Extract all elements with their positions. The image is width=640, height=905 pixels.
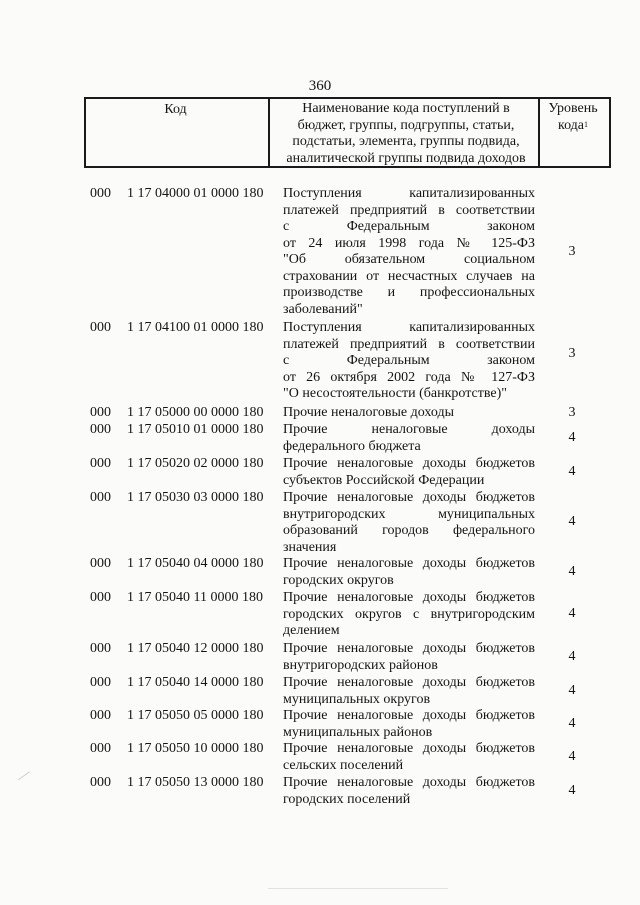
admin-code: 000 <box>90 320 111 335</box>
code-level: 4 <box>568 606 576 621</box>
admin-code: 000 <box>90 741 111 756</box>
income-name-line: от 24 июля 1998 года № 125-ФЗ <box>283 235 535 251</box>
header-left-border <box>84 97 86 168</box>
income-name <box>283 320 535 403</box>
income-name-line: муниципальных округов <box>283 691 431 707</box>
income-name-line: заболеваний" <box>283 301 363 317</box>
header-code: Код <box>164 102 187 117</box>
header-name-line: аналитической группы подвида доходов <box>286 150 526 166</box>
income-code: 1 17 05050 05 0000 180 <box>127 708 264 723</box>
admin-code: 000 <box>90 775 111 790</box>
income-name <box>283 741 535 774</box>
income-name-line: городских поселений <box>283 791 411 807</box>
code-level: 3 <box>568 346 576 361</box>
income-name <box>283 590 535 640</box>
income-name-line: внутригородских муниципальных <box>283 506 535 522</box>
admin-code: 000 <box>90 641 111 656</box>
income-name <box>283 422 535 455</box>
header-name-line: бюджет, группы, подгруппы, статьи, <box>297 117 515 133</box>
income-name-line: субъектов Российской Федерации <box>283 472 485 488</box>
admin-code: 000 <box>90 675 111 690</box>
header-level-line <box>538 118 608 135</box>
income-code: 1 17 05040 11 0000 180 <box>127 590 263 605</box>
income-name-line: внутригородских районов <box>283 657 438 673</box>
income-name-line: страховании от несчастных случаев на <box>283 268 535 284</box>
code-level: 4 <box>568 649 576 664</box>
income-name-line: с Федеральным законом <box>283 353 535 368</box>
code-level: 4 <box>568 783 576 798</box>
header-top-border <box>84 97 611 99</box>
income-name <box>283 186 535 318</box>
code-level: 4 <box>568 749 576 764</box>
income-name-line: платежей предприятий в соответствии <box>283 336 535 352</box>
header-level-line: Уровень <box>548 101 598 116</box>
admin-code: 000 <box>90 490 111 505</box>
code-level: 4 <box>568 716 576 731</box>
income-name <box>283 456 535 489</box>
income-code: 1 17 05000 00 0000 180 <box>127 405 264 420</box>
income-name-line: сельских поселений <box>283 757 404 773</box>
admin-code: 000 <box>90 186 111 201</box>
income-name <box>283 675 535 708</box>
admin-code: 000 <box>90 456 111 471</box>
header-name-line: Наименование кода поступлений в <box>302 101 510 116</box>
header-name <box>270 101 542 167</box>
income-code: 1 17 04100 01 0000 180 <box>127 320 264 335</box>
income-code: 1 17 05020 02 0000 180 <box>127 456 264 471</box>
income-name-line: значения <box>283 539 337 555</box>
income-name <box>283 708 535 741</box>
income-name-line: от 26 октября 2002 года № 127-ФЗ <box>283 369 535 385</box>
admin-code: 000 <box>90 422 111 437</box>
header-right-border <box>609 97 611 168</box>
admin-code: 000 <box>90 405 111 420</box>
income-code: 1 17 05040 14 0000 180 <box>127 675 264 690</box>
income-code: 1 17 05040 04 0000 180 <box>127 556 264 571</box>
header-level-footnote: 1 <box>584 119 589 129</box>
income-name-line: федерального бюджета <box>283 438 421 454</box>
income-name <box>283 556 535 589</box>
code-level: 4 <box>568 564 576 579</box>
admin-code: 000 <box>90 708 111 723</box>
income-code: 1 17 04000 01 0000 180 <box>127 186 264 201</box>
income-name-line: Прочие неналоговые доходы бюджетов <box>283 590 535 605</box>
income-name-line: Прочие неналоговые доходы бюджетов <box>283 456 535 471</box>
income-name-line: Поступления капитализированных <box>283 320 535 335</box>
scan-mark <box>18 771 32 783</box>
income-name-line: с Федеральным законом <box>283 219 535 234</box>
income-name-line: Прочие неналоговые доходы <box>283 405 455 420</box>
income-name-line: Прочие неналоговые доходы бюджетов <box>283 490 535 505</box>
income-code: 1 17 05050 13 0000 180 <box>127 775 264 790</box>
code-level: 4 <box>568 464 576 479</box>
income-name <box>283 405 535 422</box>
income-name-line: Прочие неналоговые доходы бюджетов <box>283 675 535 690</box>
header-level-text: кода <box>557 117 585 133</box>
income-name <box>283 641 535 674</box>
income-code: 1 17 05040 12 0000 180 <box>127 641 264 656</box>
income-name-line: образований городов федерального <box>283 523 535 538</box>
header-name-line: подстатьи, элемента, группы подвида, <box>292 134 520 149</box>
income-name <box>283 775 535 808</box>
income-name-line: платежей предприятий в соответствии <box>283 202 535 218</box>
code-level: 3 <box>568 244 576 259</box>
code-level: 4 <box>568 430 576 445</box>
code-level: 4 <box>568 514 576 529</box>
page-number: 360 <box>308 78 332 94</box>
income-code: 1 17 05010 01 0000 180 <box>127 422 264 437</box>
code-level: 4 <box>568 683 576 698</box>
income-name-line: муниципальных районов <box>283 724 433 740</box>
income-name-line: "О несостоятельности (банкротстве)" <box>283 386 507 401</box>
income-name-line: "Об обязательном социальном <box>283 252 535 267</box>
income-name-line: делением <box>283 623 340 638</box>
income-name <box>283 490 535 556</box>
admin-code: 000 <box>90 590 111 605</box>
income-name-line: производстве и профессиональных <box>283 285 535 300</box>
income-name-line: городских округов с внутригородским <box>283 606 535 622</box>
income-name-line: Прочие неналоговые доходы бюджетов <box>283 708 535 723</box>
income-name-line: Прочие неналоговые доходы бюджетов <box>283 775 535 790</box>
income-name-line: Прочие неналоговые доходы бюджетов <box>283 641 535 656</box>
income-name-line: Поступления капитализированных <box>283 186 535 201</box>
scan-edge-line <box>268 888 448 889</box>
header-level <box>538 101 608 134</box>
income-name-line: Прочие неналоговые доходы <box>283 422 535 437</box>
income-name-line: Прочие неналоговые доходы бюджетов <box>283 741 535 756</box>
income-name-line: Прочие неналоговые доходы бюджетов <box>283 556 535 571</box>
admin-code: 000 <box>90 556 111 571</box>
code-level: 3 <box>568 405 576 420</box>
income-name-line: городских округов <box>283 572 394 588</box>
income-code: 1 17 05030 03 0000 180 <box>127 490 264 505</box>
income-code: 1 17 05050 10 0000 180 <box>127 741 264 756</box>
